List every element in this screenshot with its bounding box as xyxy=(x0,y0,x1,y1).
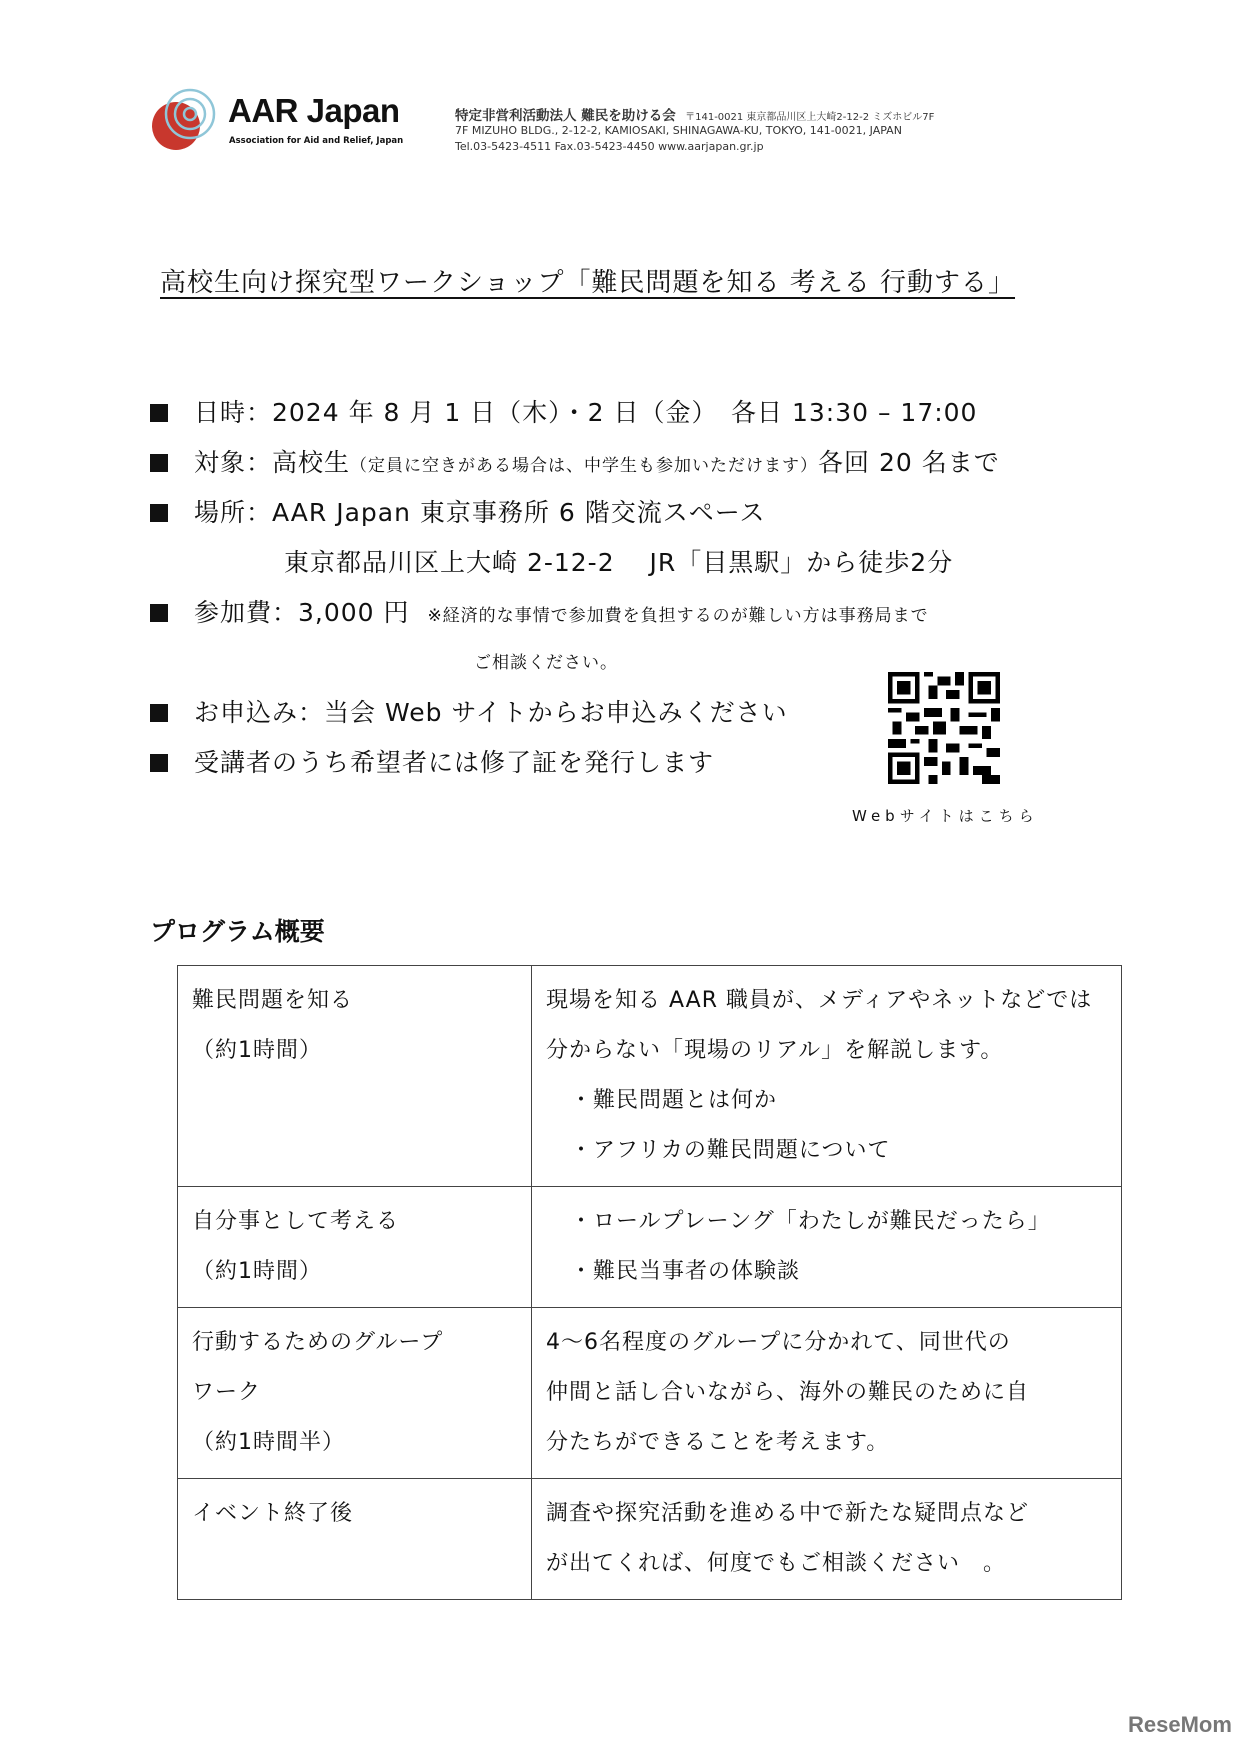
org-header-line xyxy=(455,104,934,124)
detail-text: 場所：AAR Japan 東京事務所 6 階交流スペース xyxy=(194,498,766,527)
description-line: 調査や探究活動を進める中で新たな疑問点など xyxy=(546,1501,1030,1526)
description-line: 分からない「現場のリアル」を解説します。 xyxy=(546,1038,1004,1063)
session-description-cell xyxy=(532,966,1122,1187)
bullet-square-icon xyxy=(150,404,168,422)
document-title: 高校生向け探究型ワークショップ「難民問題を知る 考える 行動する」 xyxy=(160,268,1016,298)
detail-datetime xyxy=(150,393,977,429)
detail-place xyxy=(150,493,765,529)
aar-logo-icon xyxy=(150,88,222,154)
description-bullet: ・アフリカの難民問題について xyxy=(570,1138,891,1163)
detail-apply xyxy=(150,693,788,729)
session-description-cell xyxy=(532,1308,1122,1479)
detail-fee xyxy=(150,593,929,629)
session-name-line: （約1時間） xyxy=(192,1259,322,1284)
session-name-cell xyxy=(178,1187,532,1308)
program-table xyxy=(177,965,1122,1600)
detail-text: お申込み：当会 Web サイトからお申込みください xyxy=(194,698,788,727)
session-name-line: 自分事として考える xyxy=(192,1209,400,1234)
session-name-line: ワーク xyxy=(192,1380,262,1405)
session-name-cell xyxy=(178,1479,532,1600)
bullet-square-icon xyxy=(150,504,168,522)
detail-text: 受講者のうち希望者には修了証を発行します xyxy=(194,748,715,777)
qr-code-icon[interactable] xyxy=(888,672,1000,784)
table-row xyxy=(178,1308,1122,1479)
detail-certificate xyxy=(150,743,714,779)
org-address-en: 7F MIZUHO BLDG., 2-12-2, KAMIOSAKI, SHINAGAWA-KU, TOKYO, 141-0021, JAPAN xyxy=(455,124,902,137)
org-name-jp: 特定非営利活動法人 難民を助ける会 xyxy=(455,108,676,124)
session-name-line: イベント終了後 xyxy=(192,1501,354,1526)
session-name-cell xyxy=(178,966,532,1187)
detail-text: 対象：高校生 xyxy=(194,448,351,477)
org-logo-name: AAR Japan xyxy=(228,92,400,129)
table-row xyxy=(178,1187,1122,1308)
org-contact: Tel.03-5423-4511 Fax.03-5423-4450 www.aarjapan.gr.jp xyxy=(455,140,764,153)
description-bullet: ・ロールプレーング「わたしが難民だったら」 xyxy=(570,1209,1051,1234)
session-name-cell xyxy=(178,1308,532,1479)
detail-target xyxy=(150,443,1000,479)
resemom-watermark: ReseMom xyxy=(1128,1712,1232,1737)
description-line: 仲間と話し合いながら、海外の難民のために自 xyxy=(546,1380,1030,1405)
description-line: 現場を知る AAR 職員が、メディアやネットなどでは xyxy=(546,988,1093,1013)
description-bullet: ・難民問題とは何か xyxy=(570,1088,778,1113)
session-description-cell xyxy=(532,1187,1122,1308)
table-row xyxy=(178,1479,1122,1600)
bullet-square-icon xyxy=(150,704,168,722)
program-heading: プログラム概要 xyxy=(150,917,325,946)
session-name-line: 難民問題を知る xyxy=(192,988,354,1013)
session-name-line: （約1時間） xyxy=(192,1038,322,1063)
detail-text: 日時：2024 年 8 月 1 日（木）・2 日（金） 各日 13:30 – 17:00 xyxy=(194,398,978,427)
detail-note: （定員に空きがある場合は、中学生も参加いただけます） xyxy=(350,456,819,476)
detail-note: ※経済的な事情で参加費を負担するのが難しい方は事務局まで xyxy=(427,606,929,626)
session-description-cell xyxy=(532,1479,1122,1600)
bullet-square-icon xyxy=(150,604,168,622)
detail-place-address: 東京都品川区上大崎 2-12-2 JR「目黒駅」から徒歩2分 xyxy=(284,548,954,577)
detail-text: 参加費：3,000 円 xyxy=(194,598,410,627)
detail-text: 各回 20 名まで xyxy=(818,448,1000,477)
description-line: 分たちができることを考えます。 xyxy=(546,1430,890,1455)
session-name-line: （約1時間半） xyxy=(192,1430,345,1455)
table-row xyxy=(178,966,1122,1187)
bullet-square-icon xyxy=(150,754,168,772)
org-address-jp: 〒141-0021 東京都品川区上大崎2-12-2 ミズホビル7F xyxy=(685,112,935,123)
detail-fee-note-2: ご相談ください。 xyxy=(474,653,618,673)
org-logo-subtitle: Association for Aid and Relief, Japan xyxy=(229,136,404,146)
description-line: が出てくれば、何度でもご相談ください 。 xyxy=(546,1551,1007,1576)
description-bullet: ・難民当事者の体験談 xyxy=(570,1259,801,1284)
session-name-line: 行動するためのグループ xyxy=(192,1330,444,1355)
qr-caption: Webサイトはこちら xyxy=(852,807,1039,825)
bullet-square-icon xyxy=(150,454,168,472)
description-line: 4〜6名程度のグループに分かれて、同世代の xyxy=(546,1330,1011,1355)
